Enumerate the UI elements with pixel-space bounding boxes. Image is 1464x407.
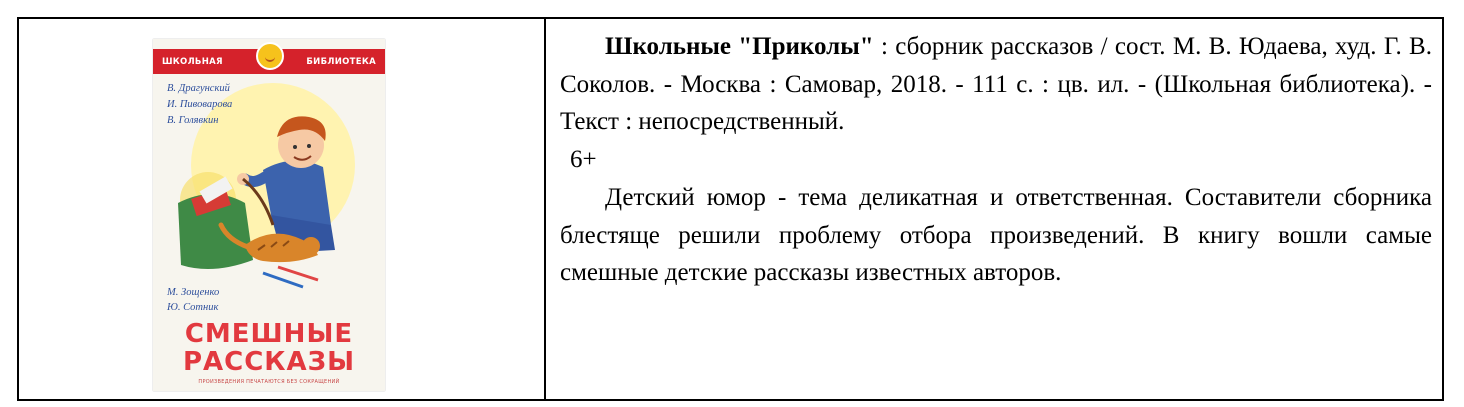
series-label-right: БИБЛИОТЕКА [306, 57, 376, 67]
pencil [263, 273, 303, 287]
book-cover-image [153, 39, 385, 391]
book-title: Школьные "Приколы" [605, 33, 874, 60]
cover-author: М. Зощенко [167, 287, 220, 298]
catalog-record-table [17, 17, 1444, 401]
record-description [560, 28, 1432, 292]
cover-authors-top [167, 81, 232, 129]
bibliographic-details: : сборник рассказов / сост. М. В. Юдаева, худ. Г. В. Соколов. - Москва : Самовар, 2018. - 111 с. : цв. ил. - (Школьная библиотека). - Текст : непосредственный. [560, 33, 1432, 136]
annotation: Детский юмор - тема деликатная и ответственная. Составители сборника блестяще решили проблему отбора произведений. В книгу вошли самые смешные детские рассказы известных авторов. [560, 183, 1432, 287]
boy-eye [293, 145, 297, 149]
cover-note: ПРОИЗВЕДЕНИЯ ПЕЧАТАЮТСЯ БЕЗ СОКРАЩЕНИЙ [198, 379, 340, 385]
cover-title-line: РАССКАЗЫ [182, 347, 356, 377]
boy-eye [307, 144, 311, 148]
series-sun-logo [256, 42, 284, 70]
cat-head [302, 237, 320, 255]
series-label-left: ШКОЛЬНАЯ [162, 57, 223, 67]
cover-author: В. Драгунский [167, 83, 230, 94]
cover-authors-bottom [167, 285, 219, 315]
age-rating: 6+ [570, 146, 597, 174]
cover-title [153, 320, 385, 376]
pencil [278, 267, 318, 280]
cover-author: В. Голявкин [167, 115, 219, 126]
cover-title-line: СМЕШНЫЕ [184, 319, 354, 349]
bibliographic-entry [560, 28, 1432, 141]
column-divider [544, 19, 546, 399]
cover-author: И. Пивоварова [167, 99, 233, 110]
cover-author: Ю. Сотник [167, 302, 219, 313]
